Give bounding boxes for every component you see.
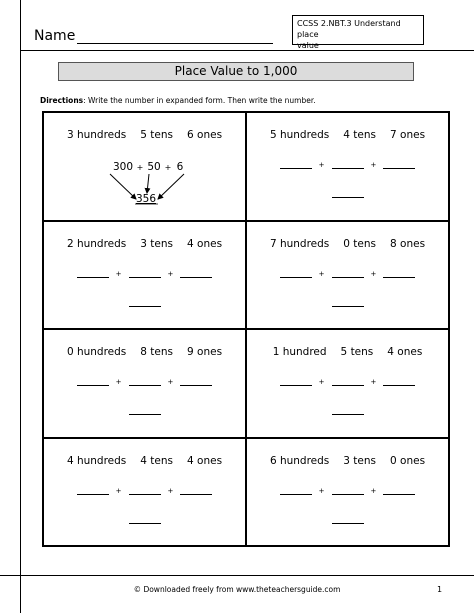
problem-statement bbox=[44, 455, 245, 467]
name-label: Name bbox=[34, 28, 76, 44]
hundreds-blank[interactable] bbox=[77, 269, 109, 278]
example-ones: 6 bbox=[176, 161, 184, 173]
ones-blank[interactable] bbox=[180, 377, 212, 386]
plus-sign: + bbox=[370, 161, 377, 169]
hundreds-blank[interactable] bbox=[77, 377, 109, 386]
expanded-form-row bbox=[44, 269, 245, 278]
directions-label: Directions bbox=[40, 96, 84, 105]
problem-statement bbox=[44, 238, 245, 250]
expanded-form-row bbox=[247, 160, 448, 169]
plus-sign: + bbox=[115, 486, 122, 495]
answer-row bbox=[247, 189, 448, 198]
hundreds-text: 5 hundreds bbox=[269, 129, 330, 141]
example-answer: 356 bbox=[135, 193, 157, 205]
footer-rule bbox=[0, 575, 474, 576]
tens-blank[interactable] bbox=[332, 269, 364, 278]
answer-blank[interactable] bbox=[129, 515, 161, 524]
standard-line-2: value bbox=[297, 41, 319, 50]
problem-statement bbox=[247, 129, 448, 141]
plus-sign: + bbox=[370, 269, 377, 278]
answer-blank[interactable] bbox=[332, 298, 364, 307]
hundreds-blank[interactable] bbox=[280, 377, 312, 386]
hundreds-text: 4 hundreds bbox=[66, 454, 127, 467]
ones-blank[interactable] bbox=[383, 486, 415, 495]
plus-sign: + bbox=[318, 161, 325, 169]
tens-blank[interactable] bbox=[129, 269, 161, 278]
hundreds-blank[interactable] bbox=[77, 486, 109, 495]
tens-text: 8 tens bbox=[140, 346, 174, 358]
tens-blank[interactable] bbox=[129, 486, 161, 495]
tens-blank[interactable] bbox=[332, 486, 364, 495]
problem-statement bbox=[247, 346, 448, 358]
tens-text: 3 tens bbox=[343, 454, 377, 467]
tens-text: 0 tens bbox=[343, 237, 377, 250]
example-hundreds: 300 bbox=[112, 161, 134, 173]
tens-text: 5 tens bbox=[140, 129, 174, 141]
ones-text: 6 ones bbox=[187, 129, 223, 141]
arrow-ones bbox=[158, 174, 184, 199]
ones-text: 8 ones bbox=[390, 237, 426, 250]
ones-blank[interactable] bbox=[383, 160, 415, 169]
problem-statement bbox=[247, 238, 448, 250]
answer-blank[interactable] bbox=[129, 298, 161, 307]
margin-line bbox=[20, 0, 21, 613]
plus-sign: + bbox=[318, 378, 325, 386]
hundreds-text: 6 hundreds bbox=[269, 454, 330, 467]
page-title: Place Value to 1,000 bbox=[58, 62, 414, 81]
ones-blank[interactable] bbox=[383, 377, 415, 386]
ones-text: 4 ones bbox=[187, 237, 223, 250]
arrow-hundreds bbox=[110, 174, 136, 199]
hundreds-text: 3 hundreds bbox=[66, 129, 127, 141]
tens-text: 4 tens bbox=[140, 454, 174, 467]
standard-box bbox=[292, 15, 424, 50]
hundreds-text: 1 hundred bbox=[272, 346, 327, 358]
example-plus-2: + bbox=[164, 163, 172, 172]
hundreds-text: 7 hundreds bbox=[269, 237, 330, 250]
plus-sign: + bbox=[370, 486, 377, 495]
plus-sign: + bbox=[167, 378, 174, 386]
problem-cell-example bbox=[44, 113, 247, 222]
answer-row bbox=[247, 406, 448, 415]
worked-example bbox=[44, 113, 247, 220]
plus-sign: + bbox=[318, 486, 325, 495]
tens-blank[interactable] bbox=[332, 377, 364, 386]
problem-cell bbox=[247, 439, 450, 548]
tens-text: 3 tens bbox=[140, 237, 174, 250]
hundreds-text: 2 hundreds bbox=[66, 237, 127, 250]
ones-text: 7 ones bbox=[390, 129, 426, 141]
problem-grid bbox=[42, 111, 450, 547]
plus-sign: + bbox=[115, 378, 122, 386]
directions bbox=[40, 96, 316, 106]
problem-cell bbox=[44, 439, 247, 548]
expanded-form-row bbox=[44, 377, 245, 386]
example-tens: 50 bbox=[147, 161, 161, 173]
header-rule bbox=[20, 50, 474, 51]
name-field bbox=[34, 28, 273, 44]
example-plus-1: + bbox=[136, 163, 144, 172]
ones-text: 4 ones bbox=[187, 454, 223, 467]
hundreds-blank[interactable] bbox=[280, 269, 312, 278]
expanded-form-row bbox=[247, 486, 448, 495]
standard-line-1: CCSS 2.NBT.3 Understand place bbox=[297, 19, 401, 39]
answer-blank[interactable] bbox=[332, 515, 364, 524]
problem-cell bbox=[247, 330, 450, 439]
directions-text: : Write the number in expanded form. Then write the number. bbox=[83, 96, 316, 105]
answer-row bbox=[247, 515, 448, 524]
hundreds-blank[interactable] bbox=[280, 160, 312, 169]
problem-cell bbox=[44, 222, 247, 331]
expanded-form-row bbox=[247, 377, 448, 386]
plus-sign: + bbox=[115, 269, 122, 278]
expanded-form-row bbox=[44, 486, 245, 495]
ones-text: 9 ones bbox=[187, 346, 223, 358]
plus-sign: + bbox=[167, 269, 174, 278]
expanded-form-row bbox=[247, 269, 448, 278]
answer-blank[interactable] bbox=[332, 406, 364, 415]
problem-cell bbox=[44, 330, 247, 439]
page-number: 1 bbox=[437, 585, 443, 594]
ones-blank[interactable] bbox=[180, 269, 212, 278]
ones-blank[interactable] bbox=[383, 269, 415, 278]
tens-text: 5 tens bbox=[340, 346, 374, 358]
answer-row bbox=[44, 515, 245, 524]
name-blank[interactable] bbox=[77, 30, 273, 44]
answer-row bbox=[44, 406, 245, 415]
problem-statement bbox=[44, 346, 245, 358]
tens-text: 4 tens bbox=[343, 129, 377, 141]
problem-cell bbox=[247, 113, 450, 222]
hundreds-text: 0 hundreds bbox=[66, 346, 127, 358]
ones-blank[interactable] bbox=[180, 486, 212, 495]
plus-sign: + bbox=[370, 378, 377, 386]
arrow-tens bbox=[147, 174, 149, 193]
answer-blank[interactable] bbox=[332, 189, 364, 198]
answer-row bbox=[44, 298, 245, 307]
problem-cell bbox=[247, 222, 450, 331]
ones-text: 0 ones bbox=[390, 454, 426, 467]
problem-statement bbox=[247, 455, 448, 467]
hundreds-blank[interactable] bbox=[280, 486, 312, 495]
plus-sign: + bbox=[318, 269, 325, 278]
plus-sign: + bbox=[167, 486, 174, 495]
ones-text: 4 ones bbox=[387, 346, 423, 358]
answer-blank[interactable] bbox=[129, 406, 161, 415]
tens-blank[interactable] bbox=[129, 377, 161, 386]
footer-credit: © Downloaded freely from www.theteachersguide.com bbox=[133, 585, 341, 594]
tens-blank[interactable] bbox=[332, 160, 364, 169]
answer-row bbox=[247, 298, 448, 307]
